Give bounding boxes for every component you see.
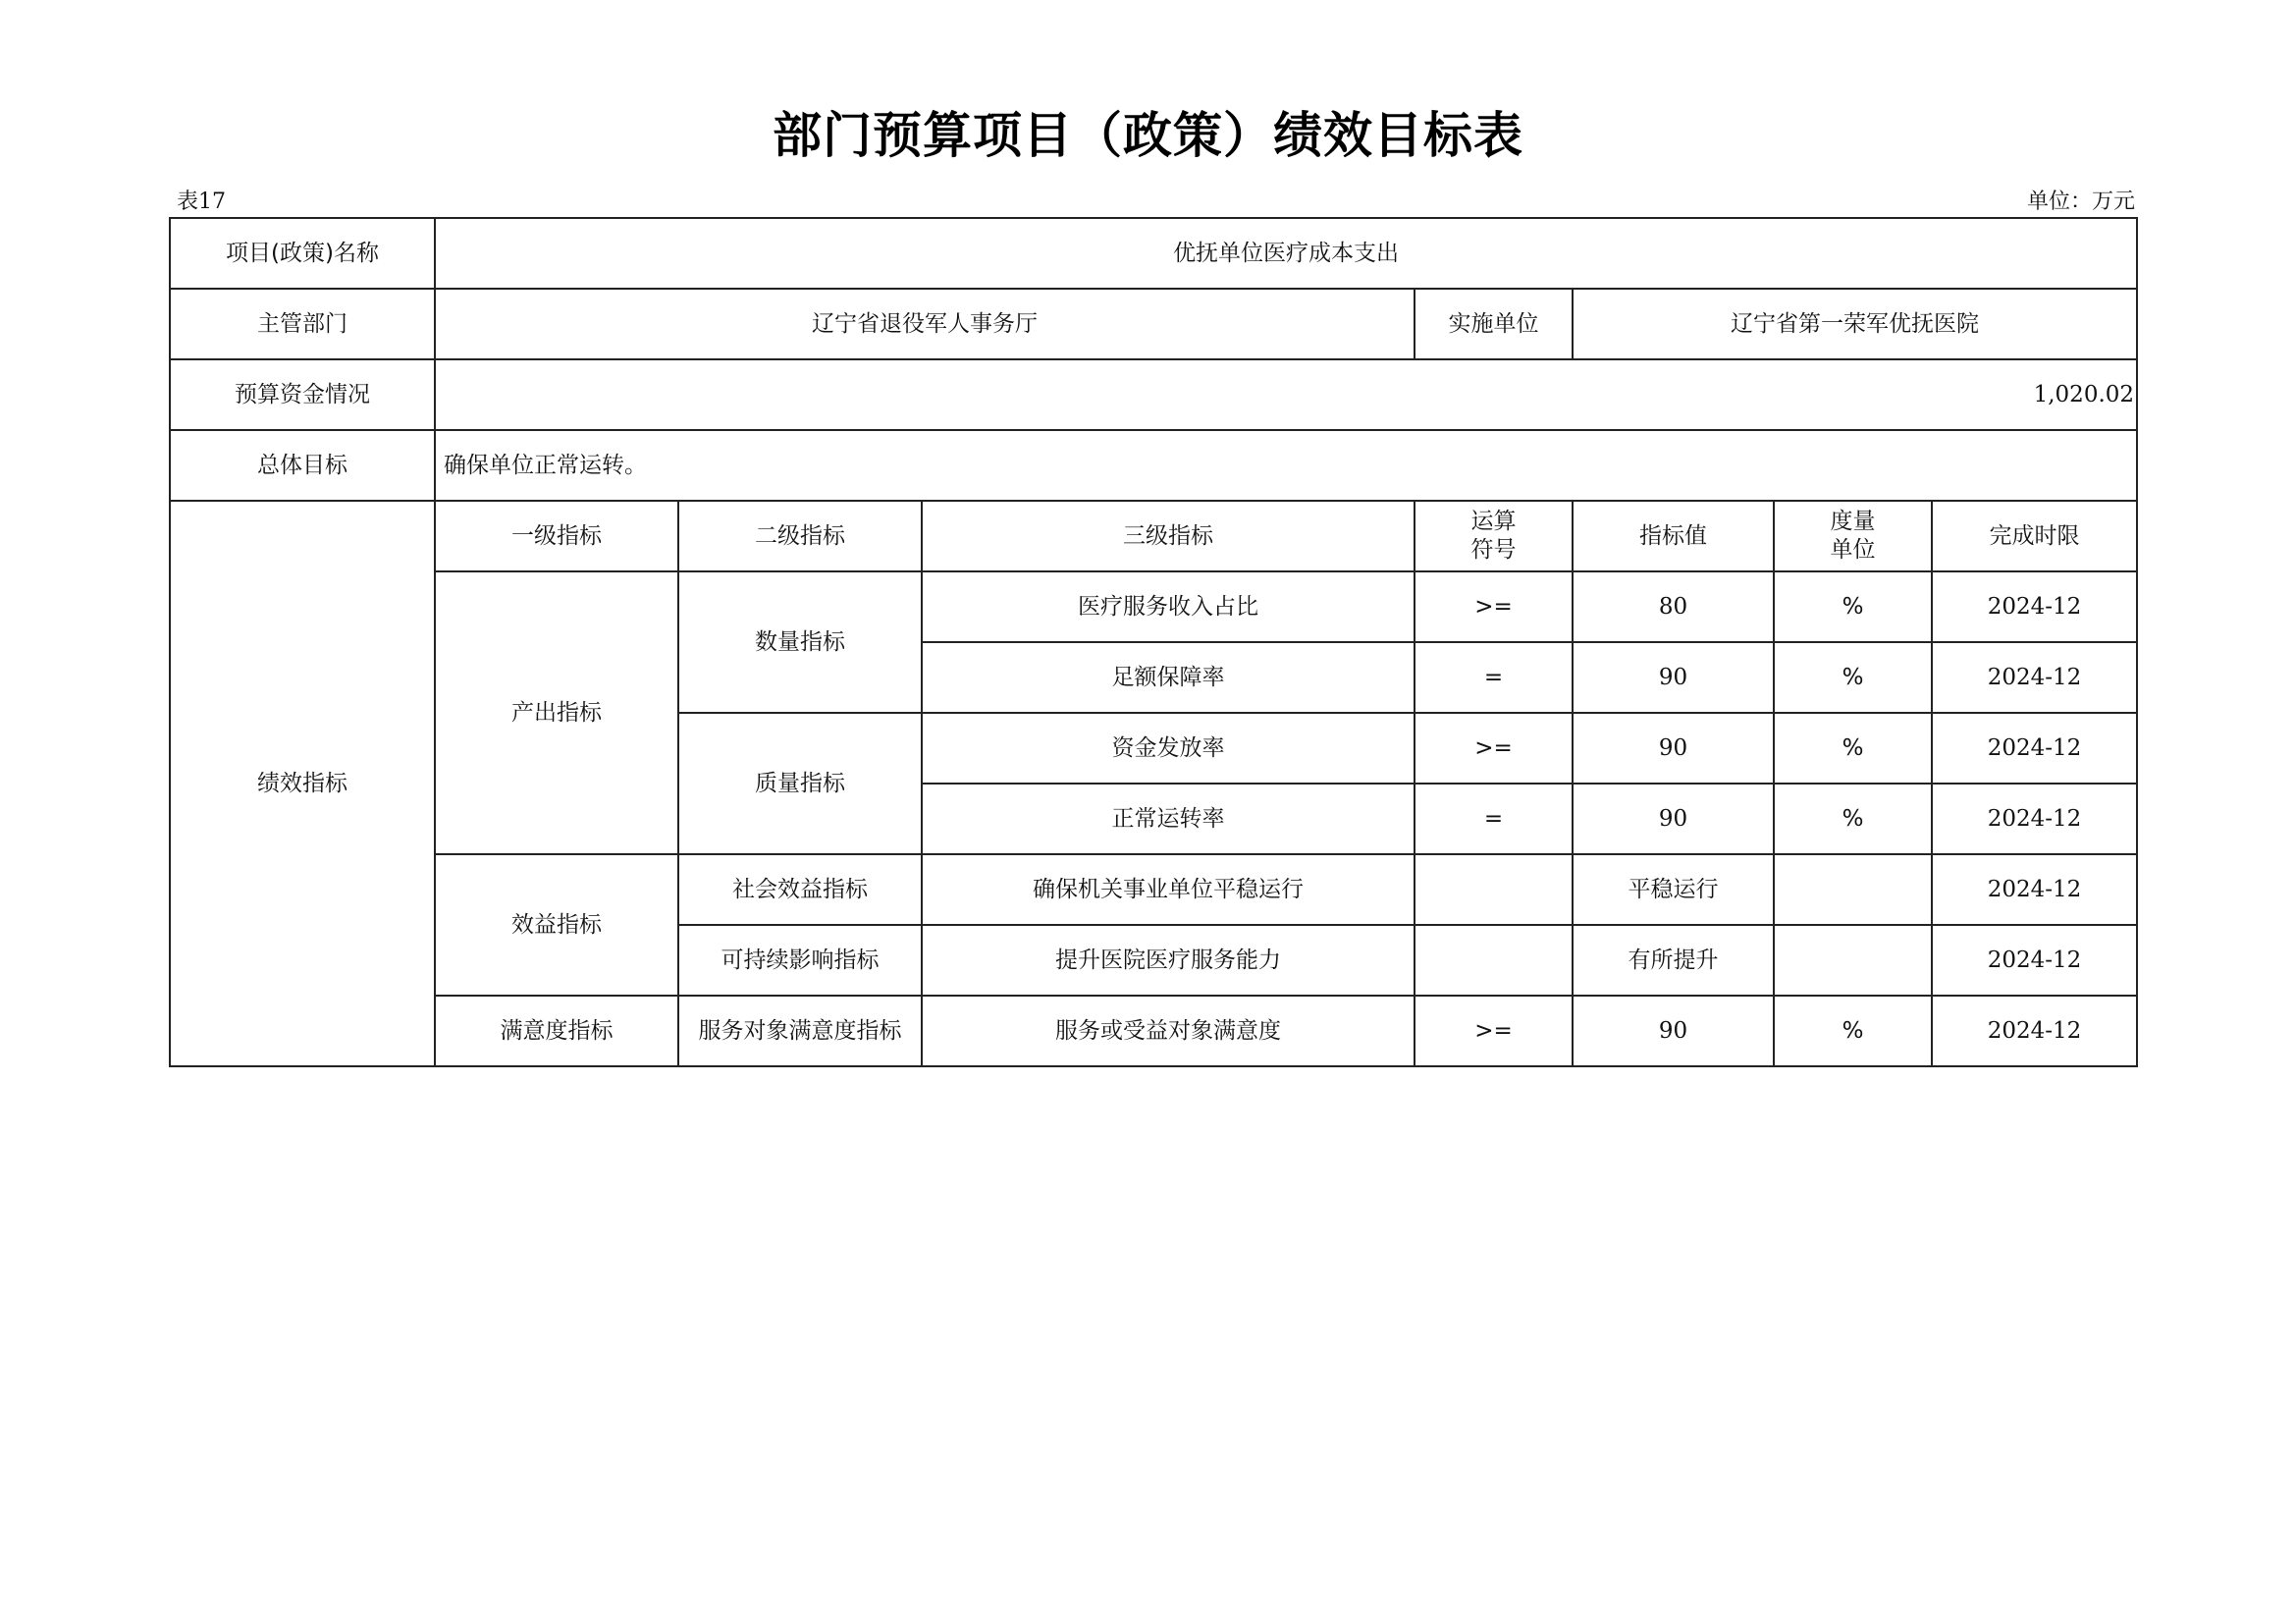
header-operator-line1: 运算 [1470,509,1517,534]
indicator-deadline: 2024-12 [1932,642,2137,713]
row-indicator-headers [170,501,2137,571]
header-unit-line2: 单位 [1830,537,1876,563]
header-operator [1415,501,1573,571]
table-number: 表17 [177,189,226,214]
header-level3: 三级指标 [922,501,1415,571]
overall-goal-label: 总体目标 [170,430,435,501]
indicator-name: 提升医院医疗服务能力 [922,925,1415,996]
department-label: 主管部门 [170,289,435,359]
indicator-deadline: 2024-12 [1932,571,2137,642]
indicator-value: 90 [1573,784,1774,854]
overall-goal-value: 确保单位正常运转。 [435,430,2137,501]
indicator-deadline: 2024-12 [1932,996,2137,1066]
indicator-operator: >= [1415,571,1573,642]
indicator-unit: % [1774,642,1932,713]
indicator-unit: % [1774,996,1932,1066]
indicator-name: 资金发放率 [922,713,1415,784]
subgroup-sustain: 可持续影响指标 [678,925,922,996]
project-name-value: 优抚单位医疗成本支出 [435,218,2137,289]
header-value: 指标值 [1573,501,1774,571]
header-unit-line1: 度量 [1830,509,1876,534]
indicator-operator: = [1415,642,1573,713]
indicator-operator: >= [1415,713,1573,784]
group-satisfaction: 满意度指标 [435,996,678,1066]
implementing-unit-label: 实施单位 [1415,289,1573,359]
table-row [170,854,2137,925]
subgroup-service: 服务对象满意度指标 [678,996,922,1066]
row-project-name [170,218,2137,289]
indicator-name: 正常运转率 [922,784,1415,854]
table-row [170,571,2137,642]
header-level1: 一级指标 [435,501,678,571]
indicator-name: 医疗服务收入占比 [922,571,1415,642]
indicator-deadline: 2024-12 [1932,784,2137,854]
indicator-value: 平稳运行 [1573,854,1774,925]
performance-table [169,217,2138,1067]
department-value: 辽宁省退役军人事务厅 [435,289,1415,359]
unit-label: 单位：万元 [2026,189,2135,214]
indicator-operator [1415,854,1573,925]
project-name-label: 项目(政策)名称 [170,218,435,289]
indicator-unit [1774,854,1932,925]
indicator-name: 确保机关事业单位平稳运行 [922,854,1415,925]
indicator-name: 足额保障率 [922,642,1415,713]
header-deadline: 完成时限 [1932,501,2137,571]
indicator-unit: % [1774,571,1932,642]
row-department [170,289,2137,359]
indicator-deadline: 2024-12 [1932,854,2137,925]
budget-label: 预算资金情况 [170,359,435,430]
page-title: 部门预算项目（政策）绩效目标表 [773,107,1523,164]
indicator-value: 90 [1573,642,1774,713]
indicator-operator: = [1415,784,1573,854]
row-overall-goal [170,430,2137,501]
subgroup-social: 社会效益指标 [678,854,922,925]
indicator-deadline: 2024-12 [1932,925,2137,996]
indicator-deadline: 2024-12 [1932,713,2137,784]
indicator-unit: % [1774,784,1932,854]
header-operator-line2: 符号 [1470,537,1517,563]
implementing-unit-value: 辽宁省第一荣军优抚医院 [1573,289,2137,359]
header-unit [1774,501,1932,571]
indicator-value: 80 [1573,571,1774,642]
indicator-value: 90 [1573,713,1774,784]
subgroup-quality: 质量指标 [678,713,922,854]
indicator-unit [1774,925,1932,996]
indicator-operator: >= [1415,996,1573,1066]
indicator-value: 有所提升 [1573,925,1774,996]
table-row [170,996,2137,1066]
budget-value: 1,020.02 [435,359,2137,430]
indicator-value: 90 [1573,996,1774,1066]
indicator-unit: % [1774,713,1932,784]
group-benefit: 效益指标 [435,854,678,996]
subgroup-quantity: 数量指标 [678,571,922,713]
performance-indicators-label: 绩效指标 [170,501,435,1066]
row-budget [170,359,2137,430]
indicator-operator [1415,925,1573,996]
indicator-name: 服务或受益对象满意度 [922,996,1415,1066]
header-level2: 二级指标 [678,501,922,571]
group-output: 产出指标 [435,571,678,854]
